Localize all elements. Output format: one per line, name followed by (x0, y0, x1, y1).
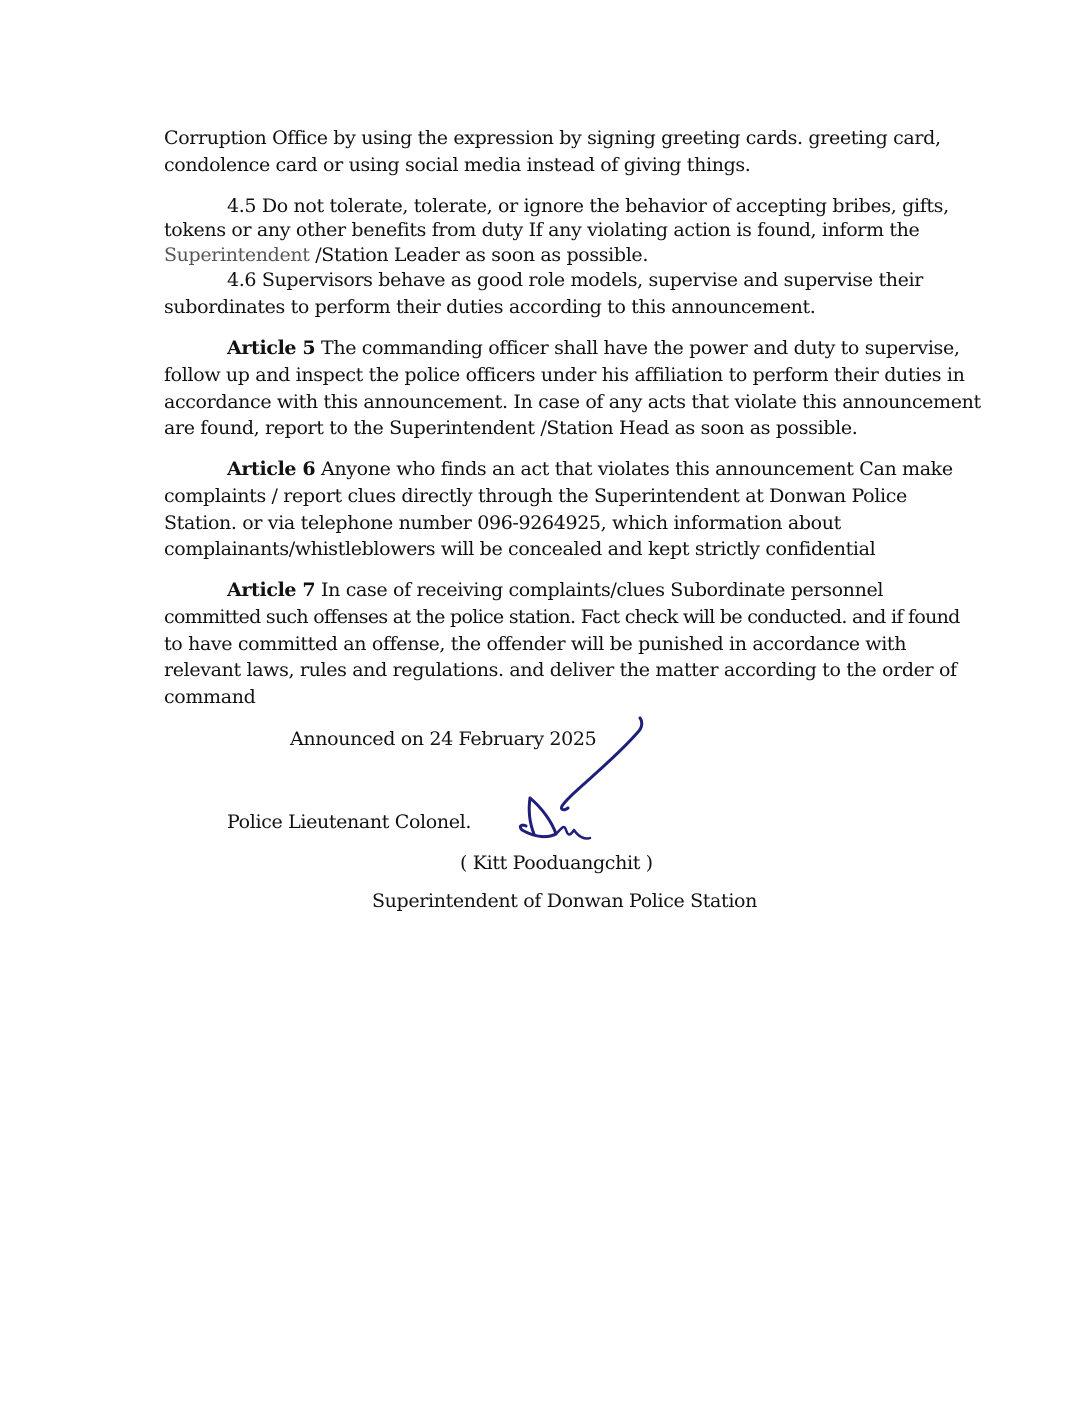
article-7-line-3: to have committed an offense, the offender will be punished in accordance with (164, 633, 907, 655)
article-7-line-1 (227, 577, 883, 604)
article-6-line-2: complaints / report clues directly through the Superintendent at Donwan Police (164, 485, 907, 507)
officer-title: Superintendent of Donwan Police Station (372, 890, 758, 912)
article-7-heading: Article 7 (227, 579, 316, 601)
intro-line-2: condolence card or using social media instead of giving things. (164, 154, 751, 176)
clause-4-5-line-3 (164, 242, 648, 269)
article-5-heading: Article 5 (227, 337, 316, 359)
article-6-line-3: Station. or via telephone number 096-9264925, which information about (164, 512, 841, 534)
article-5-line-3: accordance with this announcement. In case of any acts that violate this announcement (164, 391, 981, 413)
article-7-line-1-text: In case of receiving complaints/clues Subordinate personnel (315, 579, 884, 601)
signature-stroke-d (520, 798, 556, 837)
article-5-line-2: follow up and inspect the police officers under his affiliation to perform their duties in (164, 364, 965, 386)
article-7-line-5: command (164, 686, 256, 708)
clause-4-6-line-2: subordinates to perform their duties according to this announcement. (164, 296, 816, 318)
officer-name: ( Kitt Pooduangchit ) (460, 852, 653, 874)
clause-4-6-line-1: 4.6 Supervisors behave as good role models, supervise and supervise their (227, 269, 924, 291)
article-5-line-1 (227, 335, 960, 362)
article-6-line-1 (227, 456, 953, 483)
article-7-line-4: relevant laws, rules and regulations. and deliver the matter according to the order of (164, 659, 957, 681)
officer-rank: Police Lieutenant Colonel. (227, 811, 472, 833)
article-5-line-4: are found, report to the Superintendent /Station Head as soon as possible. (164, 417, 858, 439)
handwritten-signature (512, 712, 652, 852)
announced-date: Announced on 24 February 2025 (290, 728, 597, 750)
clause-4-5-line-3-rest: /Station Leader as soon as possible. (309, 244, 649, 266)
signature-stroke-tail (556, 827, 590, 838)
intro-line-1: Corruption Office by using the expression by signing greeting cards. greeting card, (164, 127, 941, 149)
clause-4-5-line-2: tokens or any other benefits from duty If any violating action is found, inform the (164, 219, 920, 241)
article-5-line-1-text: The commanding officer shall have the power and duty to supervise, (315, 337, 960, 359)
clause-4-5-line-1: 4.5 Do not tolerate, tolerate, or ignore the behavior of accepting bribes, gifts, (227, 195, 949, 217)
article-6-line-4: complainants/whistleblowers will be concealed and kept strictly confidential (164, 538, 876, 560)
article-6-line-1-text: Anyone who finds an act that violates this announcement Can make (315, 458, 953, 480)
signature-stroke-long (561, 718, 641, 810)
article-7-line-2: committed such offenses at the police station. Fact check will be conducted. and if found (164, 606, 960, 628)
superintendent-word: Superintendent (164, 244, 310, 266)
article-6-heading: Article 6 (227, 458, 316, 480)
